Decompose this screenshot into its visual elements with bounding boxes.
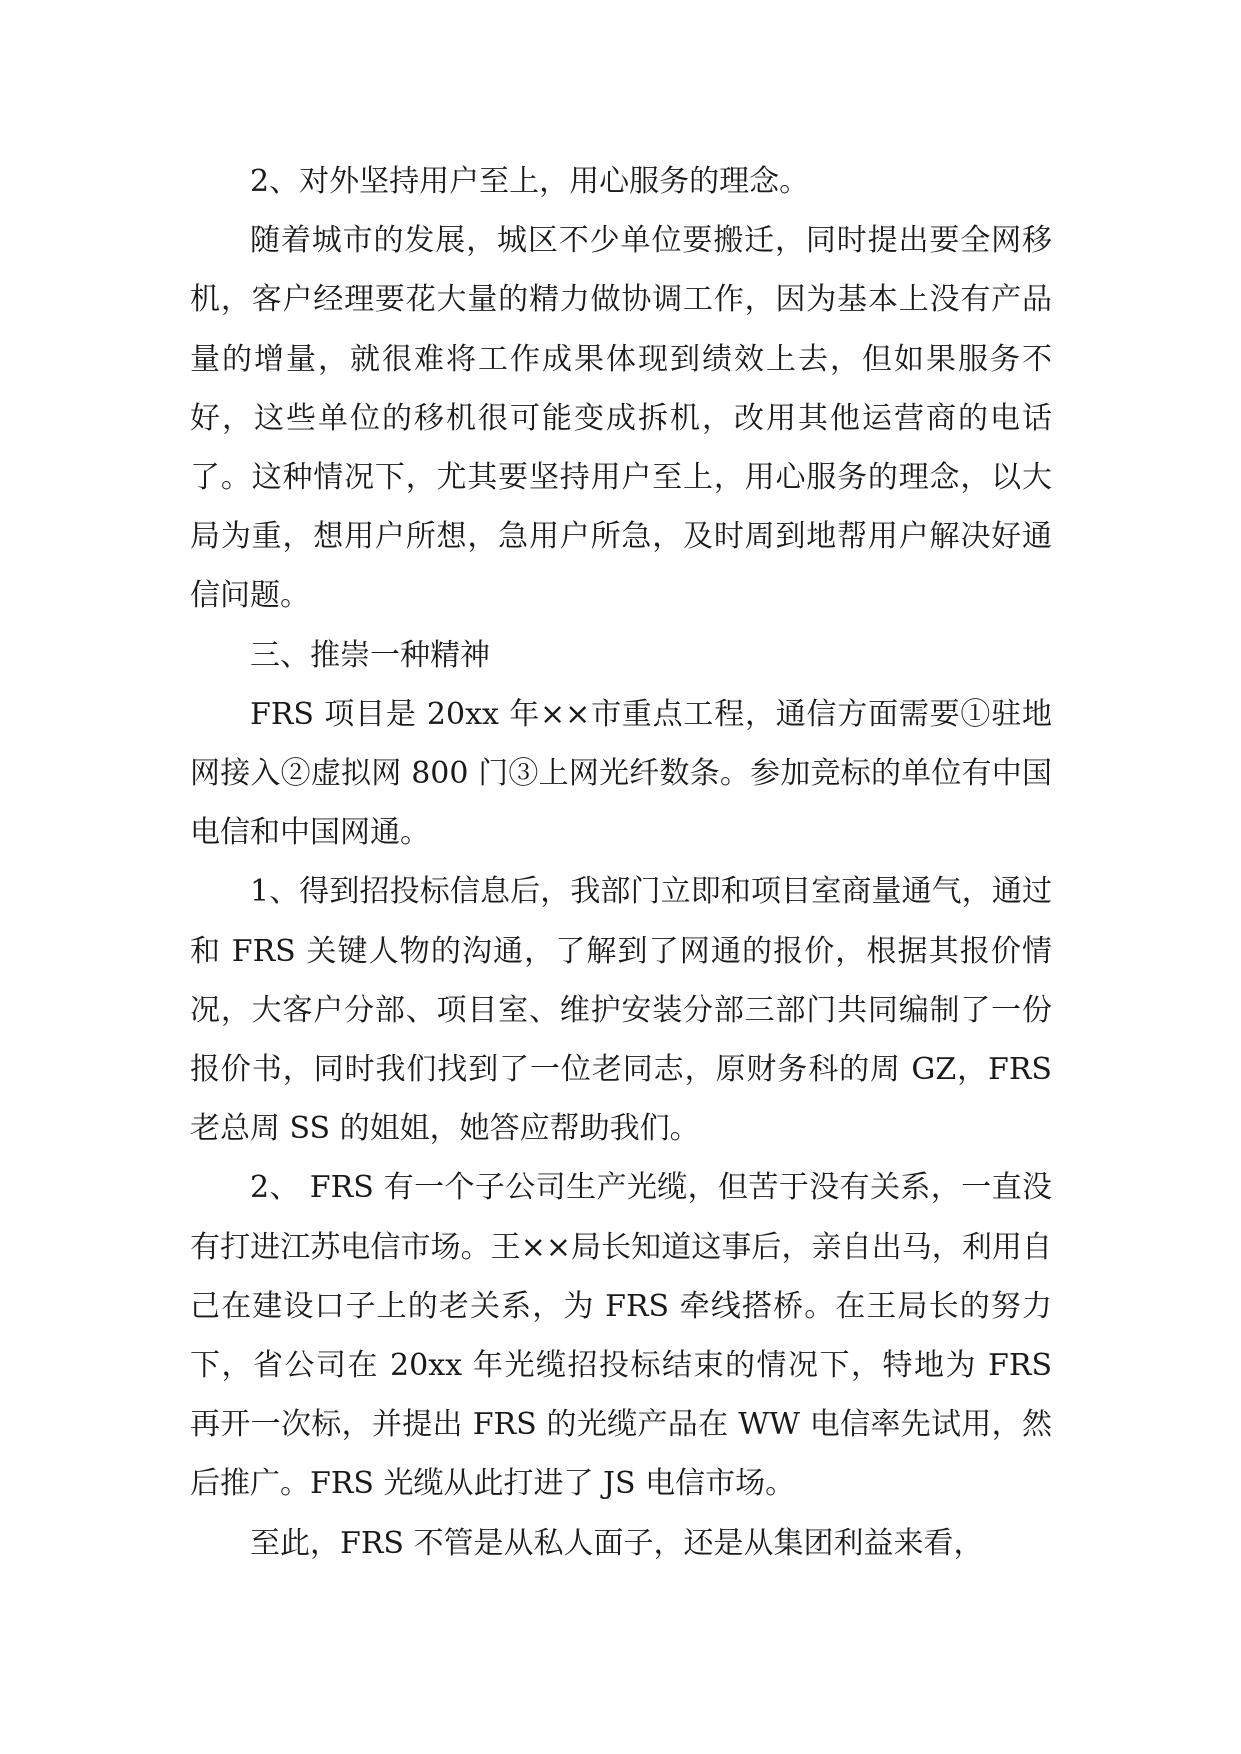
paragraph-service-principle: 2、对外坚持用户至上，用心服务的理念。 <box>250 164 810 199</box>
paragraph-relocation: 随着城市的发展，城区不少单位要搬迁，同时提出要全网移机，客户经理要花大量的精力做协调工作，因为基本上没有产品量的增量，就很难将工作成果体现到绩效上去，但如果服务不好，这些单位的移机很可能变成拆机，改用其他运营商的电话了。这种情况下，尤其要坚持用户至上，用心服务的理念，以大局为重，想用户所想，急用户所急，及时周到地帮用户解决好通信问题。 <box>190 223 1052 614</box>
document-body <box>190 152 1052 1573</box>
paragraph-conclusion: 至此，FRS 不管是从私人面子，还是从集团利益来看， <box>250 1525 984 1561</box>
paragraph-bid-info: 1、得到招投标信息后，我部门立即和项目室商量通气，通过和 FRS 关键人物的沟通，了解到了网通的报价，根据其报价情况，大客户分部、项目室、维护安装分部三部门共同编制了一份报价书，同时我们找到了一位老同志，原财务科的周 GZ，FRS 老总周 SS 的姐姐，她答应帮助我们。 <box>190 874 1052 1147</box>
paragraph-optical-cable: 2、 FRS 有一个子公司生产光缆，但苦于没有关系，一直没有打进江苏电信市场。王××局长知道这事后，亲自出马，利用自己在建设口子上的老关系，为 FRS 牵线搭桥。在王局长的努力下，省公司在 20xx 年光缆招投标结束的情况下，特地为 FRS 再开一次标，并提出 FRS 的光缆产品在 WW 电信率先试用，然后推广。FRS 光缆从此打进了 JS 电信市场。 <box>190 1170 1052 1502</box>
paragraph-frs-project: FRS 项目是 20xx 年××市重点工程，通信方面需要①驻地网接入②虚拟网 800 门③上网光纤数条。参加竞标的单位有中国电信和中国网通。 <box>190 696 1052 851</box>
section-heading-spirit: 三、推崇一种精神 <box>250 637 490 673</box>
